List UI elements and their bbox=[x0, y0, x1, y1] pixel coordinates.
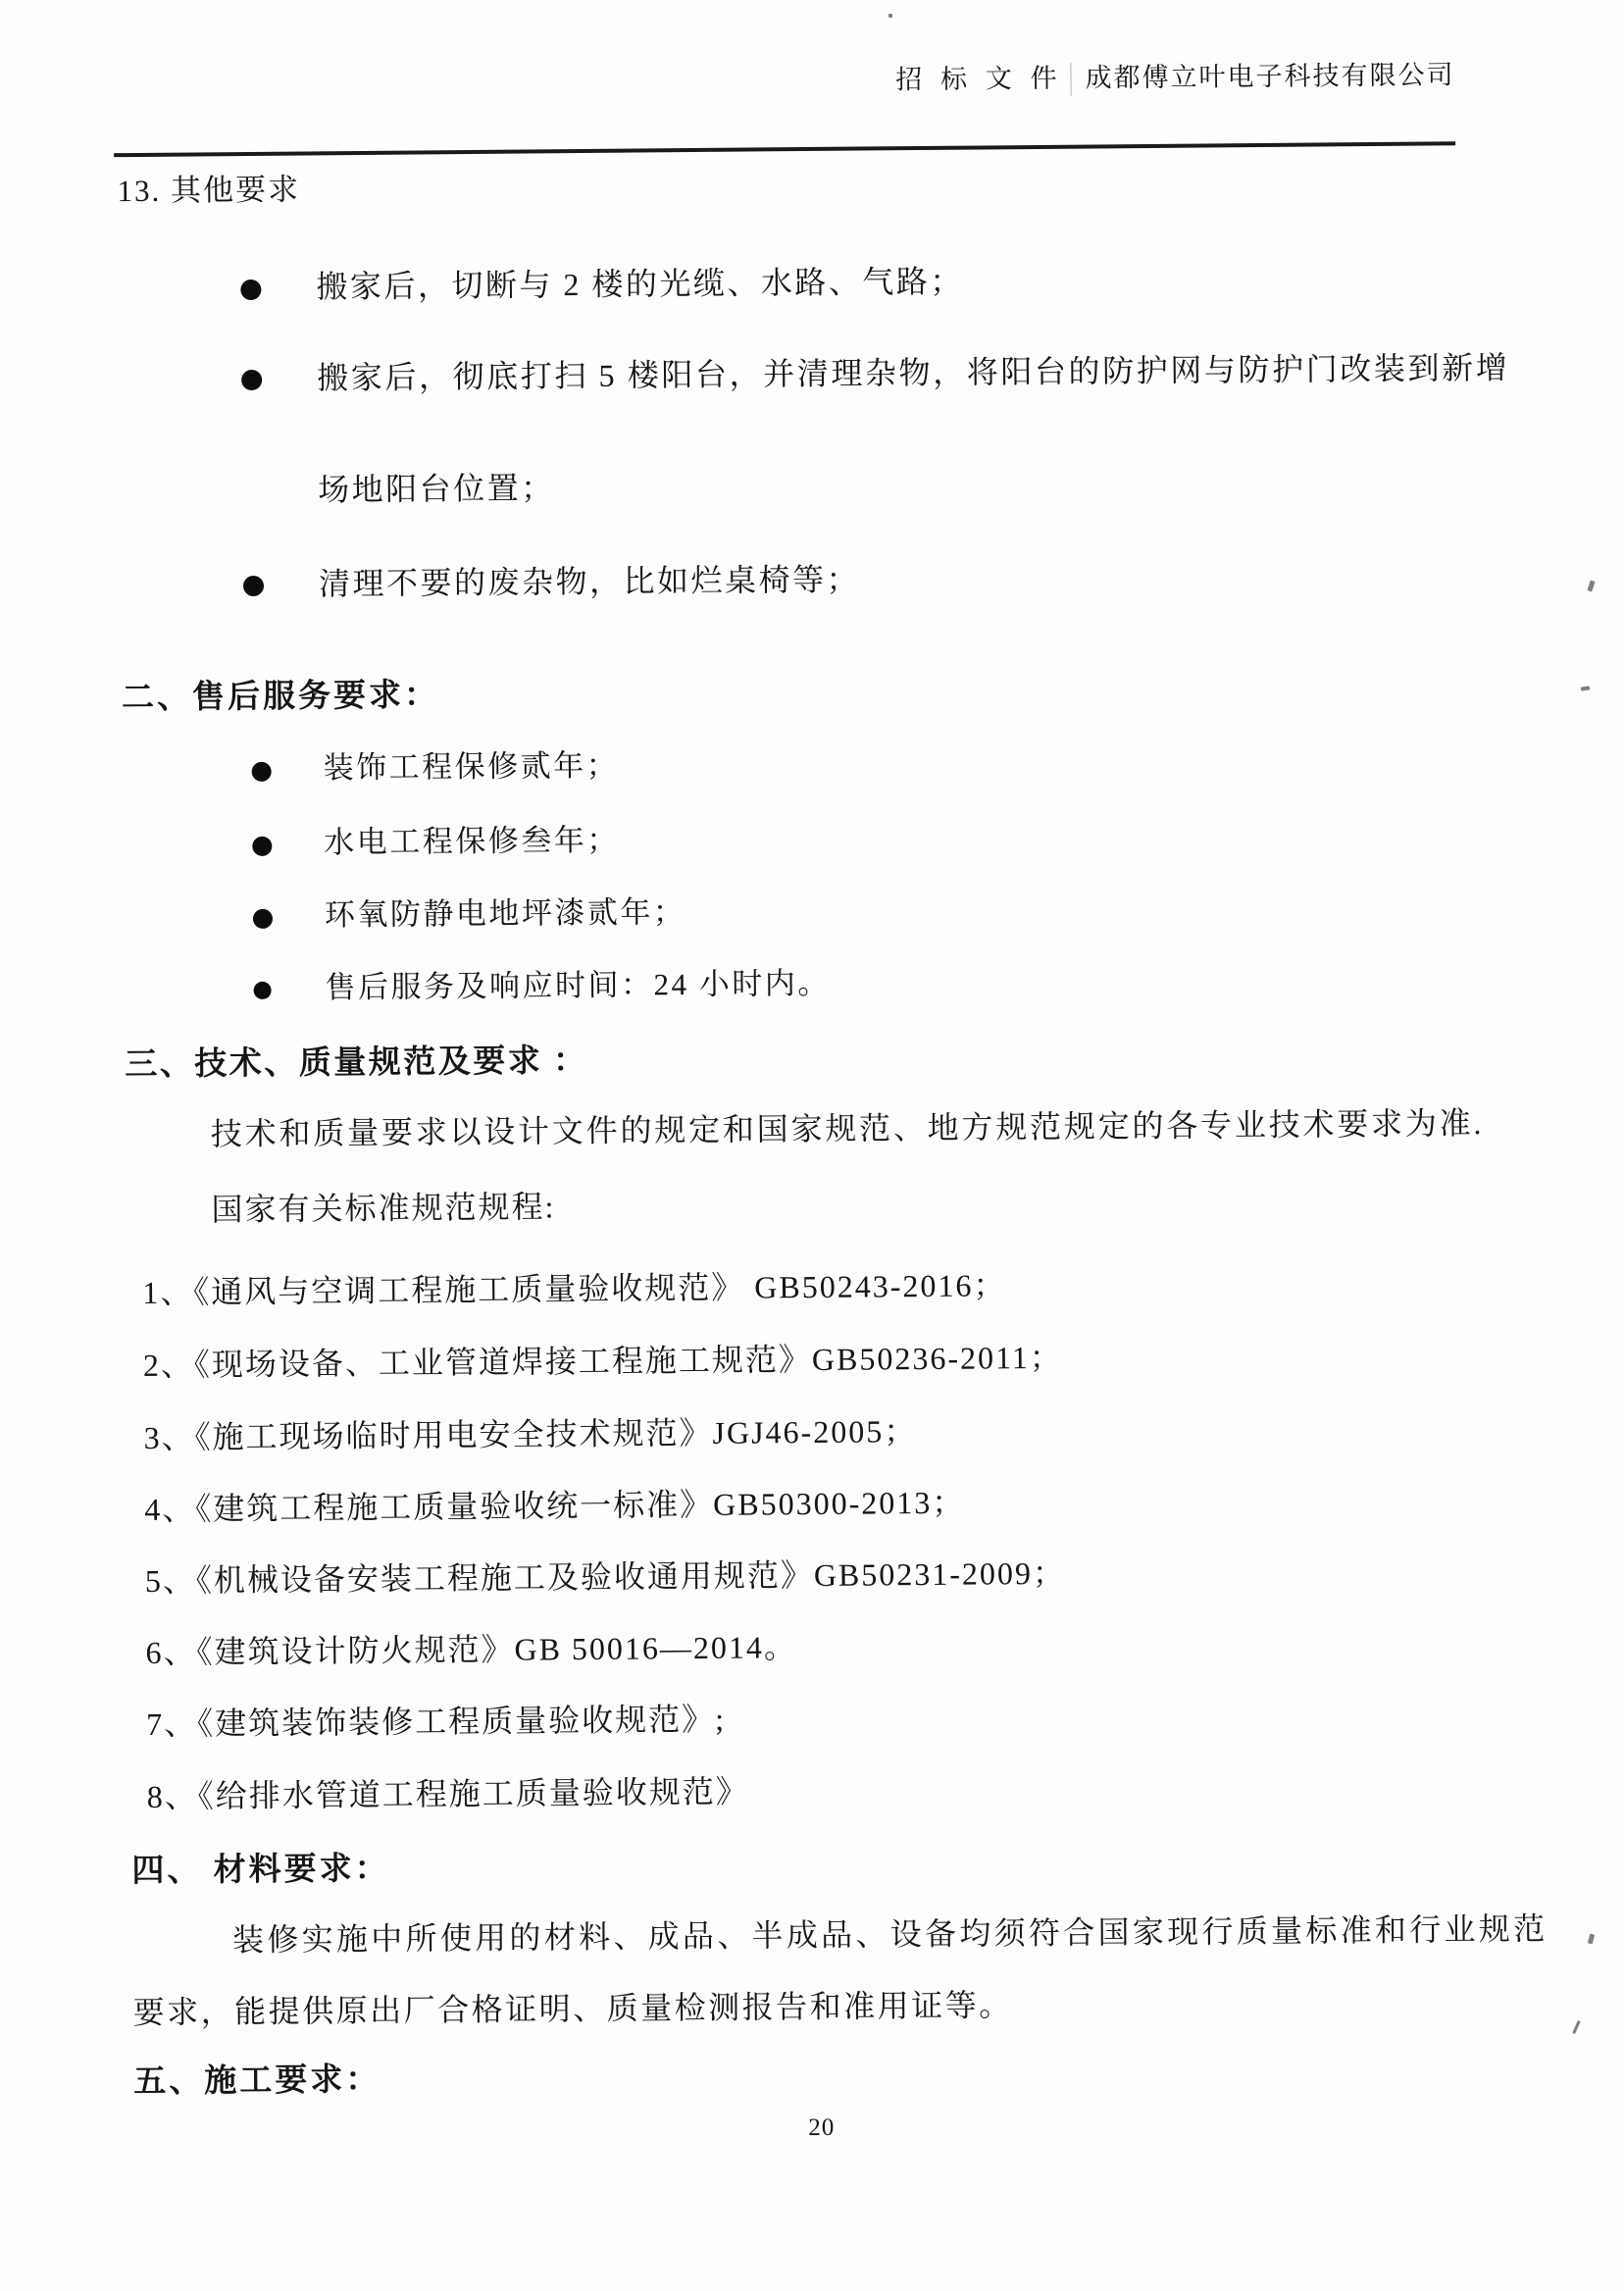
section-3-paragraph: 技术和质量要求以设计文件的规定和国家规范、地方规范规定的各专业技术要求为准. bbox=[210, 1105, 1485, 1152]
bullet-item: 搬家后，彻底打扫 5 楼阳台，并清理杂物，将阳台的防护网与防护门改装到新增 bbox=[317, 349, 1510, 396]
header-company-name: 成都傅立叶电子科技有限公司 bbox=[1085, 60, 1455, 93]
bullet-item: 清理不要的废杂物，比如烂桌椅等； bbox=[318, 561, 861, 602]
bullet-item: 水电工程保修叁年； bbox=[324, 822, 620, 860]
standard-list-item: 3、《施工现场临时用电安全技术规范》JGJ46-2005； bbox=[143, 1413, 918, 1455]
standard-list-item: 5、《机械设备安装工程施工及验收通用规范》GB50231-2009； bbox=[144, 1554, 1067, 1599]
standard-list-item: 8、《给排水管道工程施工质量验收规范》 bbox=[146, 1773, 749, 1814]
standard-list-item: 4、《建筑工程施工质量验收统一标准》GB50300-2013； bbox=[144, 1484, 966, 1527]
bullet-item: 搬家后，切断与 2 楼的光缆、水路、气路； bbox=[316, 263, 965, 305]
standard-list-item: 2、《现场设备、工业管道焊接工程施工规范》GB50236-2011； bbox=[142, 1339, 1064, 1383]
section-2-title: 二、售后服务要求： bbox=[121, 678, 440, 717]
section-4-paragraph: 装修实施中所使用的材料、成品、半成品、设备均须符合国家现行质量标准和行业规范 bbox=[231, 1910, 1548, 1959]
header-divider bbox=[1070, 63, 1071, 96]
section-3-paragraph: 国家有关标准规范规程: bbox=[211, 1189, 556, 1228]
header-rule bbox=[114, 141, 1455, 157]
section-4-title: 四、 材料要求： bbox=[131, 1851, 390, 1890]
standard-list-item: 1、《通风与空调工程施工质量验收规范》 GB50243-2016； bbox=[142, 1267, 1007, 1310]
bullet-item: 售后服务及响应时间：24 小时内。 bbox=[325, 965, 831, 1005]
standard-list-item: 7、《建筑装饰装修工程质量验收规范》; bbox=[145, 1701, 727, 1742]
bullet-icon bbox=[253, 909, 273, 929]
section-13-title: 13. 其他要求 bbox=[117, 172, 301, 209]
bullet-item: 装饰工程保修贰年； bbox=[323, 747, 620, 786]
section-4-paragraph: 要求，能提供原出厂合格证明、质量检测报告和准用证等。 bbox=[132, 1987, 1013, 2031]
standard-list-item: 6、《建筑设计防火规范》GB 50016—2014。 bbox=[145, 1629, 798, 1670]
bullet-icon bbox=[241, 370, 262, 390]
scan-artifact bbox=[888, 14, 892, 18]
bullet-item-continuation: 场地阳台位置； bbox=[318, 470, 555, 508]
bullet-icon bbox=[240, 280, 261, 300]
page-header bbox=[895, 59, 1455, 97]
bullet-icon bbox=[243, 576, 264, 596]
section-5-title: 五、施工要求： bbox=[133, 2062, 381, 2101]
bullet-item: 环氧防静电地坪漆贰年； bbox=[324, 894, 686, 933]
section-3-title: 三、技术、质量规范及要求 ： bbox=[125, 1043, 588, 1084]
bullet-icon bbox=[252, 837, 272, 856]
page-number: 20 bbox=[808, 2113, 836, 2142]
bullet-icon bbox=[254, 982, 272, 999]
bullet-icon bbox=[252, 762, 272, 782]
header-doc-type: 招 标 文 件 bbox=[895, 63, 1063, 95]
